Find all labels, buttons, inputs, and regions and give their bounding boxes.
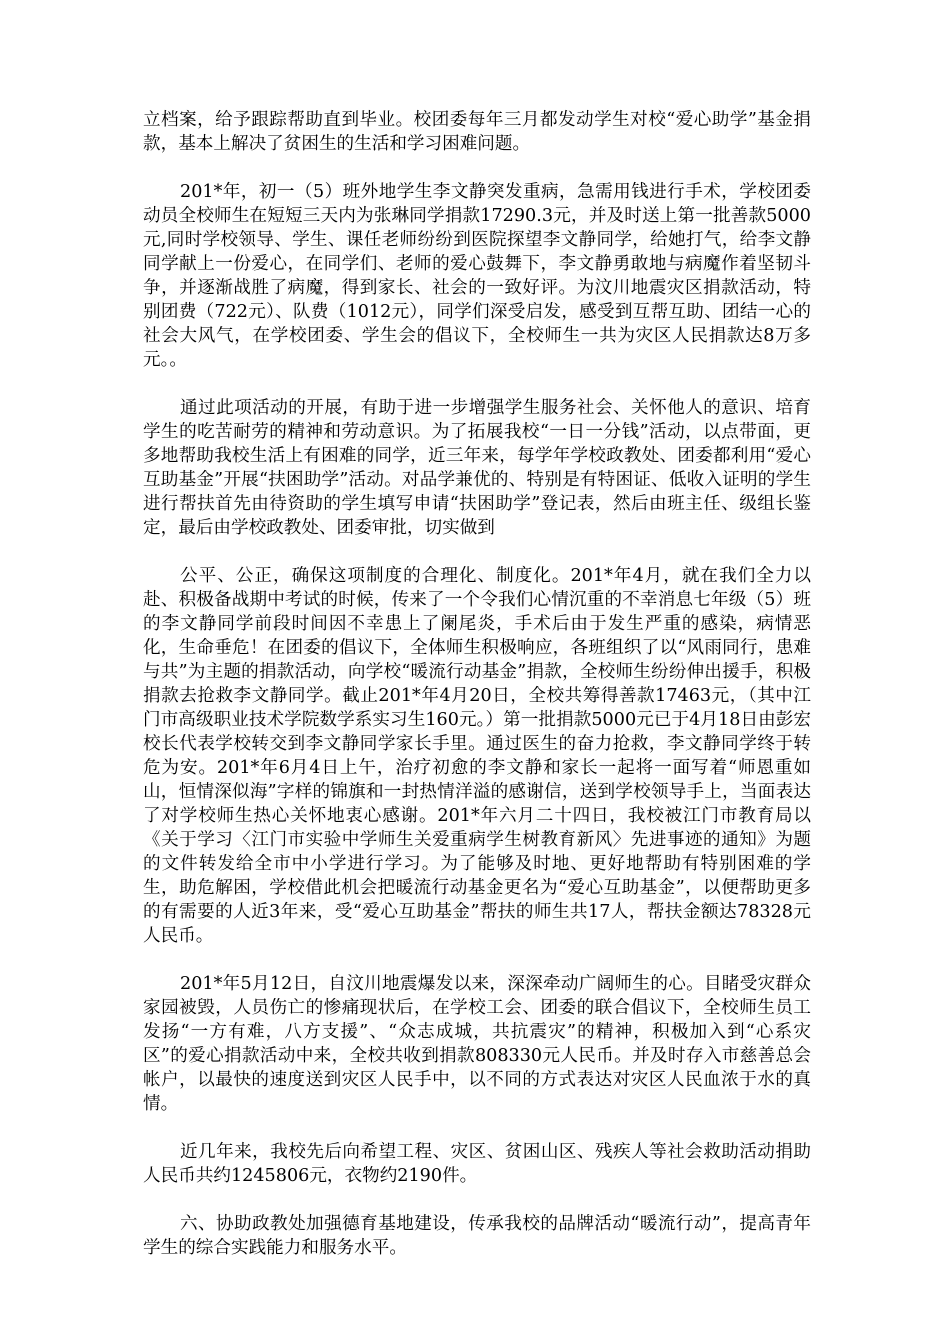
paragraph-4: 公平、公正，确保这项制度的合理化、制度化。201*年4月，就在我们全力以赴、积极备战期中考试的时候，传来了一个令我们心情沉重的不幸消息七年级（5）班的李文静同学前段时间因不幸患上了阑尾炎，手术后由于发生严重的感染，病情恶化，生命垂危！在团委的倡议下，全体师生积极响应，各班组织了以“风雨同行，患难与共”为主题的捐款活动，向学校“暖流行动基金”捐款，全校师生纷纷伸出援手，积极捐款去抢救李文静同学。截止201*年4月20日，全校共筹得善款17463元，（其中江门市高级职业技术学院数学系实习生160元。）第一批捐款5000元已于4月18日由彭宏校长代表学校转交到李文静同学家长手里。通过医生的奋力抢救，李文静同学终于转危为安。201*年6月4日上午，治疗初愈的李文静和家长一起将一面写着“师恩重如山，恒情深似海”字样的锦旗和一封热情洋溢的感谢信，送到学校领导手上，当面表达了对学校师生热心关怀地衷心感谢。201*年六月二十四日，我校被江门市教育局以《关于学习〈江门市实验中学师生关爱重病学生树教育新风〉先进事迹的通知》为题的文件转发给全市中小学进行学习。为了能够及时地、更好地帮助有特别困难的学生，助危解困，学校借此机会把暖流行动基金更名为“爱心互助基金”，以便帮助更多的有需要的人近3年来，受“爱心互助基金”帮扶的师生共17人，帮扶金额达78328元人民币。 (143, 566, 811, 946)
paragraph-3: 通过此项活动的开展，有助于进一步增强学生服务社会、关怀他人的意识、培育学生的吃苦耐劳的精神和劳动意识。为了拓展我校“一日一分钱”活动，以点带面，更多地帮助我校生活上有困难的同学，近三年来，每学年学校政教处、团委都利用“爱心互助基金”开展“扶困助学”活动。对品学兼优的、特别是有特困证、低收入证明的学生进行帮扶首先由待资助的学生填写申请“扶困助学”登记表，然后由班主任、级组长鉴定，最后由学校政教处、团委审批，切实做到 (143, 398, 811, 538)
paragraph-2: 201*年，初一（5）班外地学生李文静突发重病，急需用钱进行手术，学校团委动员全校师生在短短三天内为张琳同学捐款17290.3元，并及时送上第一批善款5000元,同时学校领导、学生、课任老师纷纷到医院探望李文静同学，给她打气，给李文静同学献上一份爱心，在同学们、老师的爱心鼓舞下，李文静勇敢地与病魔作着坚韧斗争，并逐渐战胜了病魔，得到家长、社会的一致好评。为汶川地震灾区捐款活动，特别团费（722元）、队费（1012元），同学们深受启发，感受到互帮互助、团结一心的社会大风气，在学校团委、学生会的倡议下，全校师生一共为灾区人民捐款达8万多元。。 (143, 182, 811, 370)
paragraph-6: 近几年来，我校先后向希望工程、灾区、贫困山区、残疾人等社会救助活动捐助人民币共约1245806元，衣物约2190件。 (143, 1142, 811, 1186)
paragraph-1: 立档案，给予跟踪帮助直到毕业。校团委每年三月都发动学生对校“爱心助学”基金捐款，基本上解决了贫困生的生活和学习困难问题。 (143, 110, 811, 154)
document-body (143, 108, 811, 1284)
paragraph-7: 六、协助政教处加强德育基地建设，传承我校的品牌活动“暖流行动”，提高青年学生的综合实践能力和服务水平。 (143, 1214, 811, 1258)
paragraph-5: 201*年5月12日，自汶川地震爆发以来，深深牵动广阔师生的心。目睹受灾群众家园被毁，人员伤亡的惨痛现状后，在学校工会、团委的联合倡议下，全校师生员工发扬“一方有难，八方支援”、“众志成城，共抗震灾”的精神，积极加入到“心系灾区”的爱心捐款活动中来，全校共收到捐款808330元人民币。并及时存入市慈善总会帐户，以最快的速度送到灾区人民手中，以不同的方式表达对灾区人民血浓于水的真情。 (143, 974, 811, 1114)
